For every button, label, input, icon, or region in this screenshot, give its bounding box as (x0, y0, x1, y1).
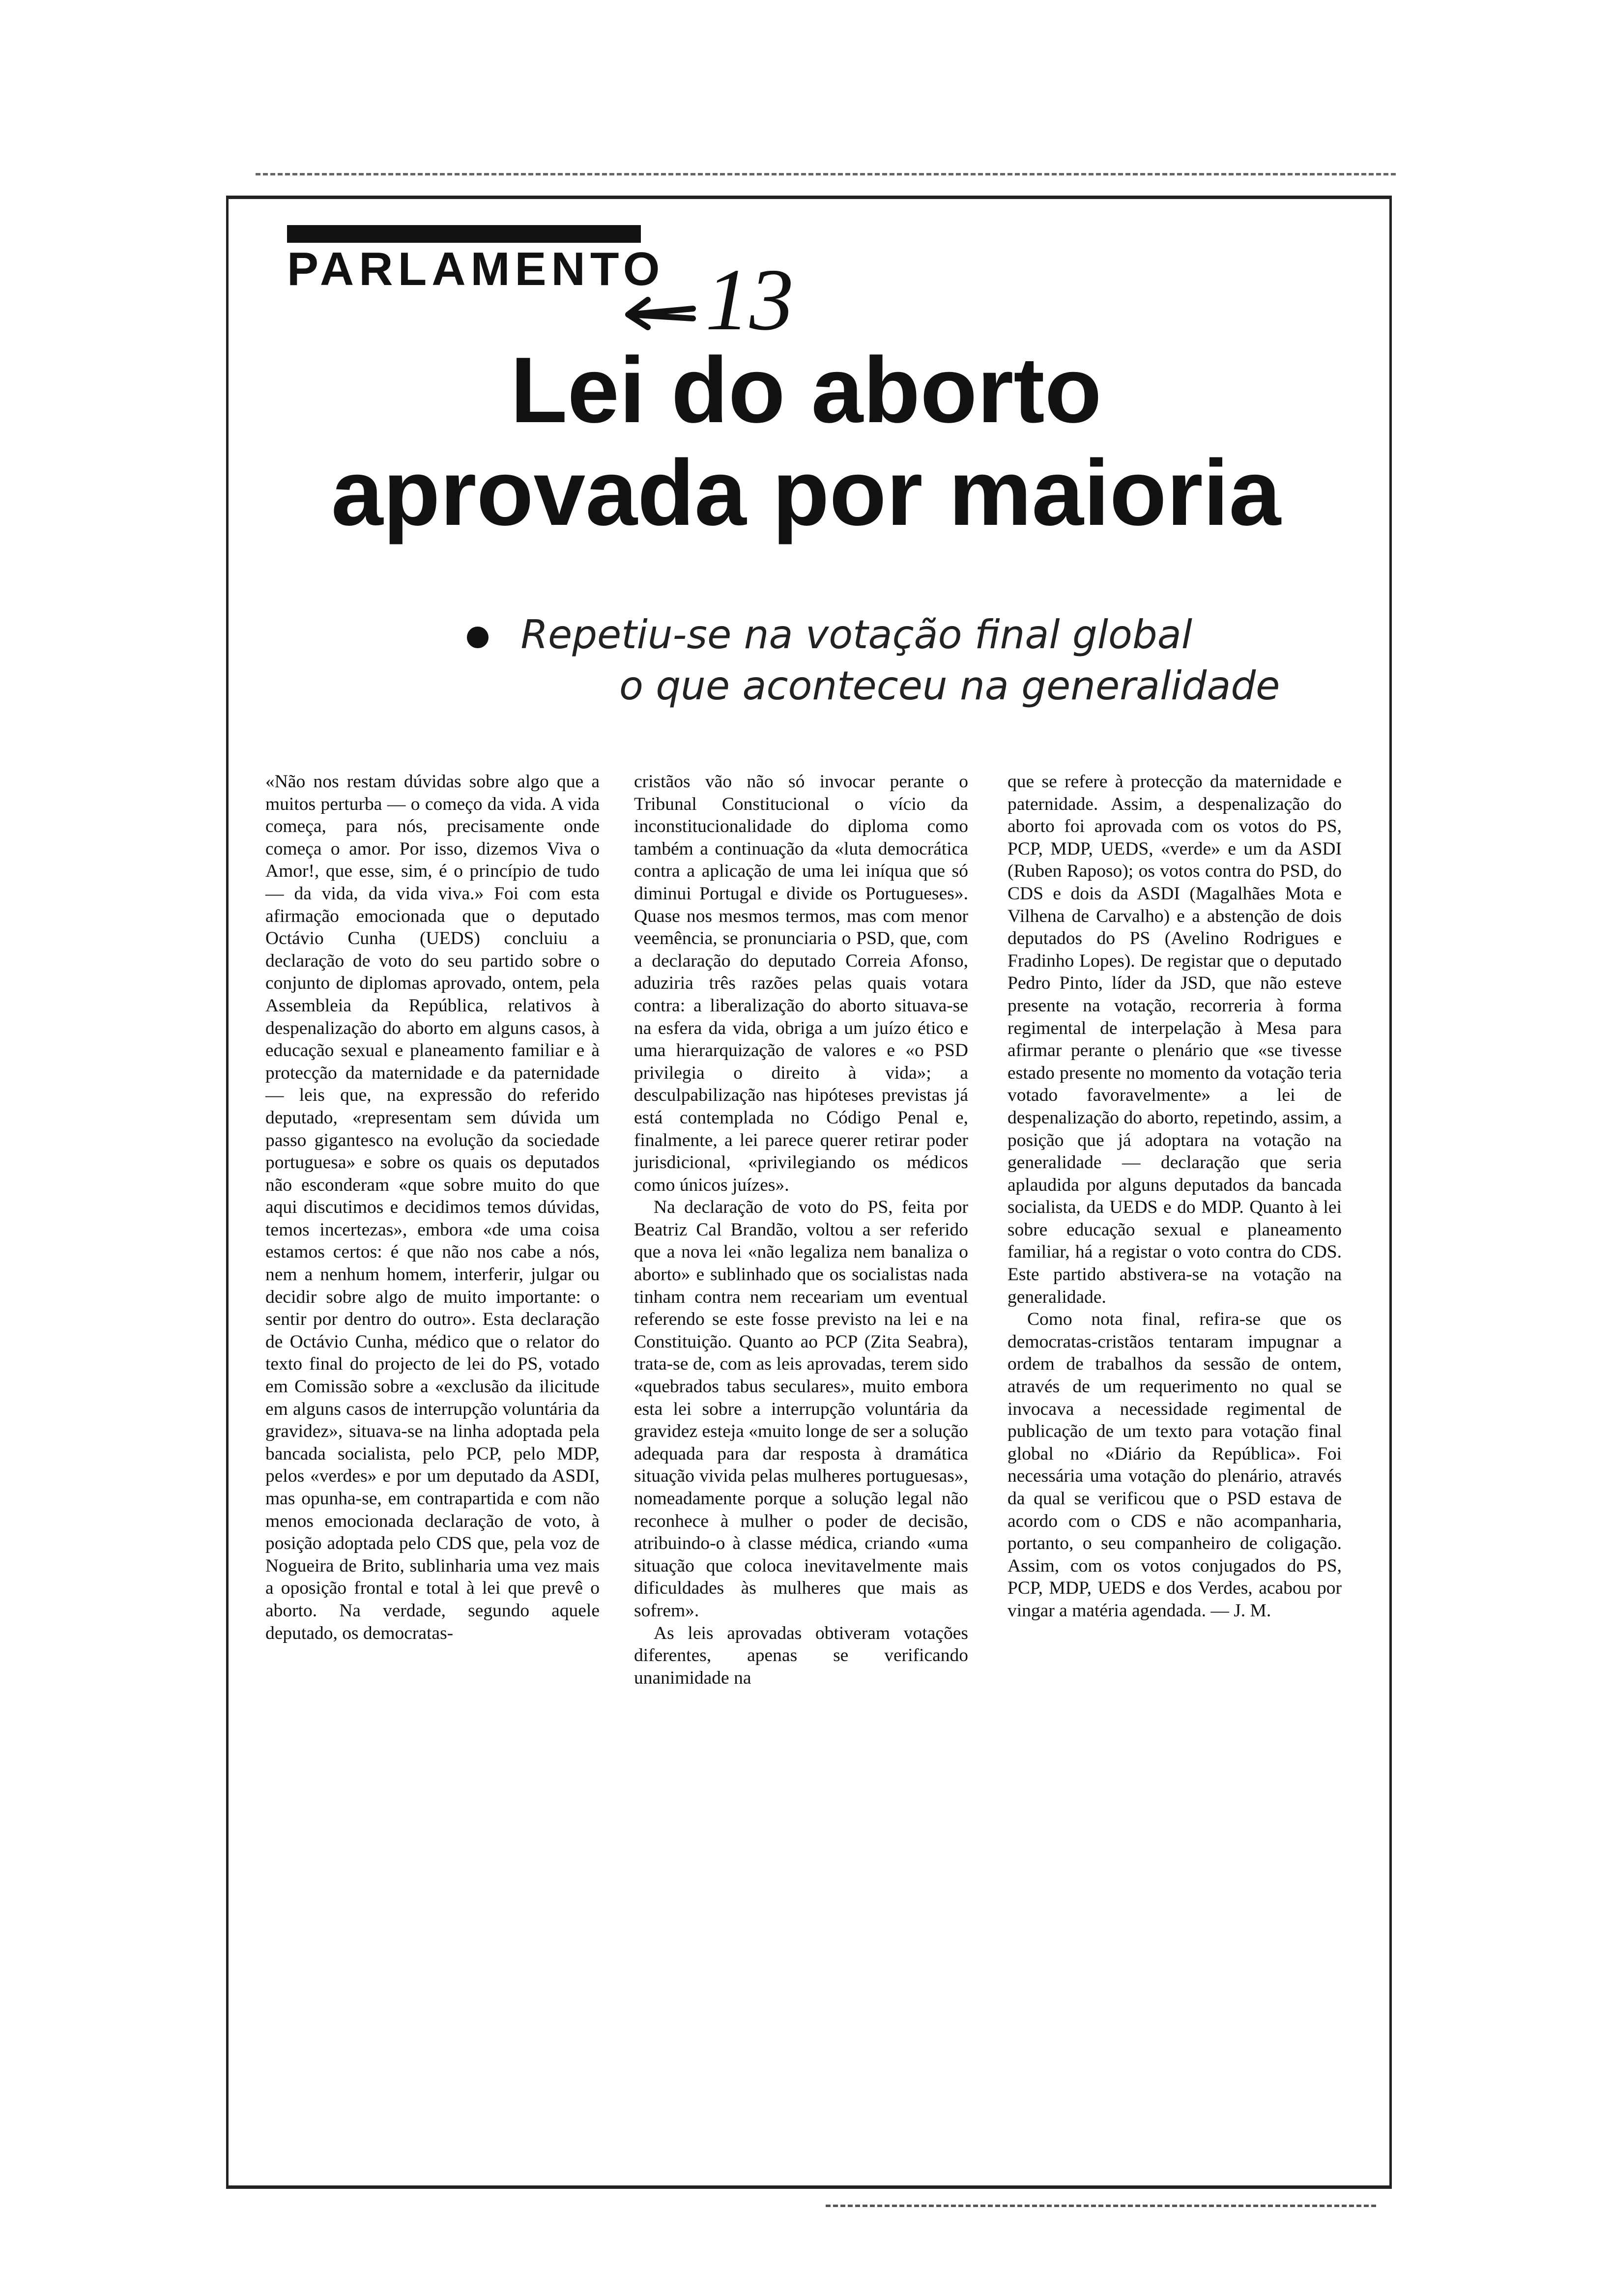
subtitle-line-1: Repetiu-se na votação final global (520, 612, 1192, 658)
headline-line-2: aprovada por maioria (331, 441, 1281, 545)
article-column-3 (1008, 771, 1342, 1622)
paragraph: Na declaração de voto do PS, feita por Beatriz Cal Brandão, voltou a ser referido que a nova lei «não legaliza nem banaliza o aborto» e sublinhado que os socialistas nada tinham contra nem receariam um eventual referendo se este fosse previsto na lei e na Constituição. Quanto ao PCP (Zita Seabra), trata-se de, com as leis aprovadas, terem sido «quebrados tabus seculares», muito embora esta lei sobre a interrupção voluntária da gravidez esteja «muito longe de ser a solução adequada para dar resposta à dramática situação vivida pelas mulheres portuguesas», nomeadamente porque a solução legal não reconhece à mulher o poder de decisão, atribuindo-o à classe médica, criando «uma situação que coloca inevitavelmente mais dificuldades às mulheres que mais as sofrem». (634, 1197, 968, 1621)
paragraph: cristãos vão não só invocar perante o Tribunal Constitucional o vício da inconstitucionalidade do diploma como também a continuação da «luta democrática contra a aplicação de uma lei iníqua que só diminui Portugal e divide os Portugueses». Quase nos mesmos termos, mas com menor veemência, se pronunciaria o PSD, que, com a declaração do deputado Correia Afonso, aduziria três razões pelas quais votara contra: a liberalização do aborto situava-se na esfera da vida, obriga a um juízo ético e uma hierarquização de valores e «o PSD privilegia o direito à vida»; a desculpabilização nas hipóteses previstas já está contemplada no Código Penal e, finalmente, a lei parece querer retirar poder jurisdicional, «privilegiando os médicos como únicos juízes». (634, 772, 968, 1195)
subtitle (467, 609, 1280, 712)
paragraph: As leis aprovadas obtiveram votações diferentes, apenas se verificando unanimidade na (634, 1623, 968, 1688)
bullet-icon (467, 627, 489, 648)
bottom-edge-artifact (826, 2205, 1376, 2214)
paragraph: Como nota final, refira-se que os democratas-cristãos tentaram impugnar a ordem de trabalhos da sessão de ontem, através de um requerimento no qual se invocava a necessidade regimental de publicação de um texto para votação final global no «Diário da República». Foi necessária uma votação do plenário, através da qual se verificou que o PSD estava de acordo com o CDS e não acompanharia, portanto, o seu companheiro de coligação. Assim, com os votos conjugados do PS, PCP, MDP, UEDS e dos Verdes, acabou por vingar a matéria agendada. — J. M. (1008, 1309, 1342, 1621)
section-bar (287, 225, 641, 243)
headline (231, 339, 1381, 545)
article-column-1 (265, 771, 600, 1644)
paragraph: que se refere à protecção da maternidade e paternidade. Assim, a despenalização do aborto foi aprovada com os votos do PS, PCP, MDP, UEDS, «verde» e um da ASDI (Ruben Raposo); os votos contra do PSD, do CDS e dois da ASDI (Magalhães Mota e Vilhena de Carvalho) e a abstenção de dois deputados do PS (Avelino Rodrigues e Fradinho Lopes). De registar que o deputado Pedro Pinto, líder da JSD, que não esteve presente na votação, recorreria à forma regimental de interpelação à Mesa para afirmar perante o plenário que «se tivesse estado presente no momento da votação teria votado favoravelmente» a lei de despenalização do aborto, repetindo, assim, a posição que já adoptara na votação na generalidade — declaração que seria aplaudida por alguns deputados da bancada socialista, da UEDS e do MDP. Quanto à lei sobre educação sexual e planeamento familiar, há a registar o voto contra do CDS. Este partido abstivera-se na votação na generalidade. (1008, 772, 1342, 1307)
headline-line-1: Lei do aborto (510, 338, 1102, 442)
top-edge-artifact (256, 173, 1396, 184)
subtitle-line-2: o que aconteceu na generalidade (619, 663, 1280, 709)
article-column-2 (634, 771, 968, 1689)
section-label: PARLAMENTO (287, 243, 665, 295)
handwritten-note: 13 (705, 251, 794, 348)
paragraph: «Não nos restam dúvidas sobre algo que a muitos perturba — o começo da vida. A vida começa, para nós, precisamente onde começa o amor. Por isso, dizemos Viva o Amor!, que esse, sim, é o princípio de tudo — da vida, da vida viva.» Foi com esta afirmação emocionada que o deputado Octávio Cunha (UEDS) concluiu a declaração de voto do seu partido sobre o conjunto de diplomas aprovado, ontem, pela Assembleia da República, relativos à despenalização do aborto em alguns casos, à educação sexual e planeamento familiar e à protecção da maternidade e da paternidade — leis que, na expressão do referido deputado, «representam sem dúvida um passo gigantesco na evolução da sociedade portuguesa» e sobre os quais os deputados não esconderam «que sobre muito do que aqui discutimos e decidimos temos dúvidas, temos incertezas», embora «de uma coisa estamos certos: é que não nos cabe a nós, nem a nenhum homem, interferir, julgar ou decidir sobre algo de muito importante: o sentir por dentro do outro». Esta declaração de Octávio Cunha, médico que o relator do texto final do projecto de lei do PS, votado em Comissão sobre a «exclusão da ilicitude em alguns casos de interrupção voluntária da gravidez», situava-se na linha adoptada pela bancada socialista, pelo PCP, pelo MDP, pelos «verdes» e por um deputado da ASDI, mas opunha-se, em contrapartida e com não menos emocionada declaração de voto, à posição adoptada pelo CDS que, pela voz de Nogueira de Brito, sublinharia uma vez mais a oposição frontal e total à lei que prevê o aborto. Na verdade, segundo aquele deputado, os democratas- (265, 772, 600, 1643)
